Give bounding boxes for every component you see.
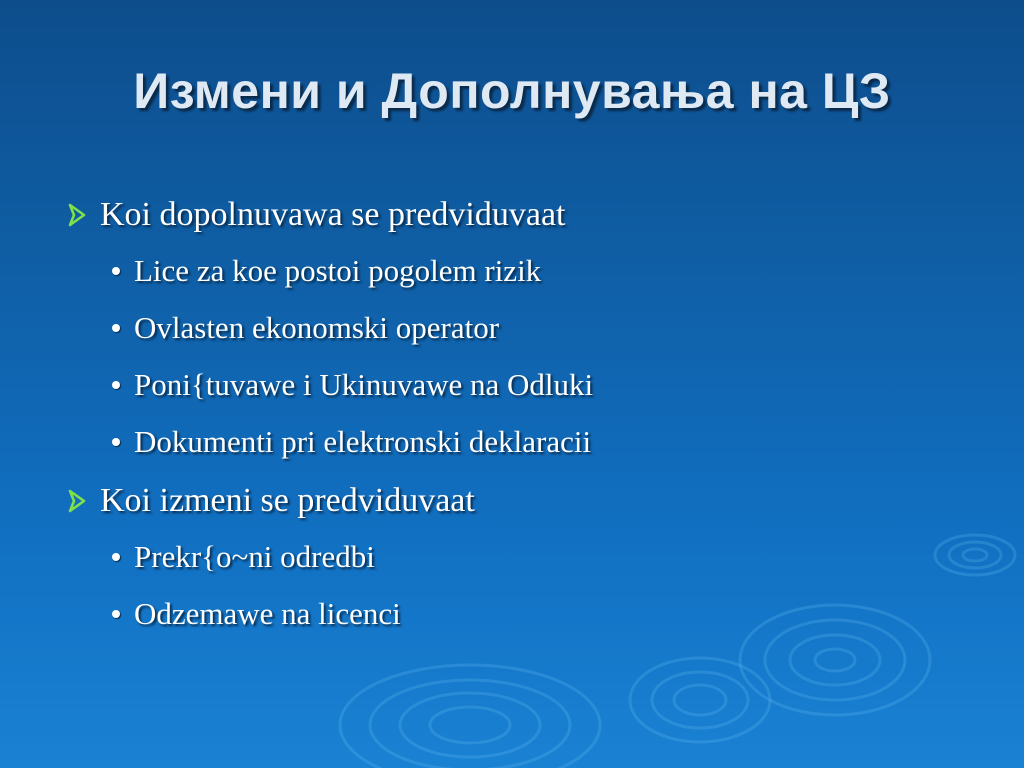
section-heading xyxy=(62,188,962,242)
list-item xyxy=(62,413,962,470)
dot-bullet-icon xyxy=(112,553,120,561)
list-item xyxy=(62,299,962,356)
list-item xyxy=(62,585,962,642)
list-item-text: Dokumenti pri elektronski deklaracii xyxy=(134,423,592,459)
bullet-list xyxy=(62,188,962,642)
section-heading-text: Koi dopolnuvawa se predviduvaat xyxy=(100,196,566,233)
arrow-bullet-icon xyxy=(62,486,92,516)
list-item-text: Ovlasten ekonomski operator xyxy=(134,309,500,345)
list-item xyxy=(62,356,962,413)
dot-bullet-icon xyxy=(112,381,120,389)
dot-bullet-icon xyxy=(112,610,120,618)
dot-bullet-icon xyxy=(112,267,120,275)
slide-title: Измени и Дополнувања на ЦЗ xyxy=(133,63,891,119)
list-item-text: Lice za koe postoi pogolem rizik xyxy=(134,252,542,288)
list-item-text: Prekr{o~ni odredbi xyxy=(134,538,375,574)
list-item-text: Odzemawe na licenci xyxy=(134,595,401,631)
dot-bullet-icon xyxy=(112,438,120,446)
dot-bullet-icon xyxy=(112,324,120,332)
list-item xyxy=(62,242,962,299)
section-heading-text: Koi izmeni se predviduvaat xyxy=(100,482,475,519)
arrow-bullet-icon xyxy=(62,200,92,230)
list-item-text: Poni{tuvawe i Ukinuvawe na Odluki xyxy=(134,366,594,402)
section-heading xyxy=(62,474,962,528)
list-item xyxy=(62,528,962,585)
